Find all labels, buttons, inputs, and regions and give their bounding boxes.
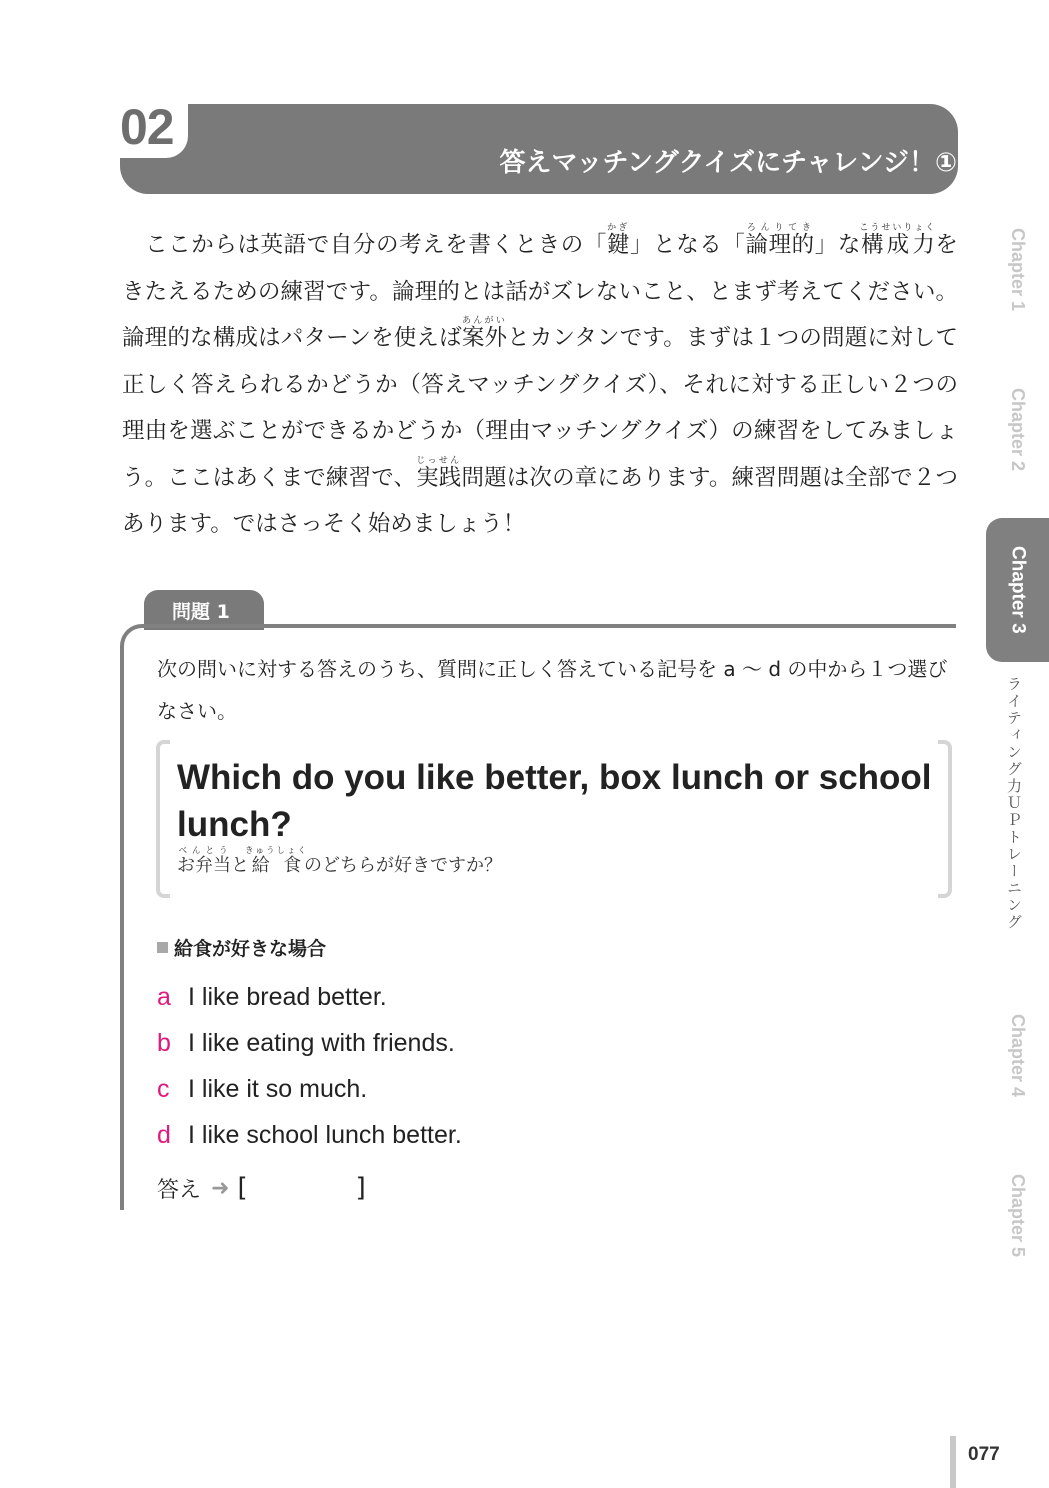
intro-text: とカンタンです。まずは１つの問題に対して正しく答えられるかどうか（答えマッチングクイズ）、それに対する正しい２つの理由を選ぶことができるかどうか（理由マッチングクイズ）の練習をしてみましょう。ここはあくまで練習で、 [122,325,958,491]
option-b[interactable] [157,1020,462,1066]
ruby-word: 構成力こうせいりょく [859,223,937,258]
question-bracket-left [156,740,170,898]
option-text: I like it so much. [188,1074,368,1103]
ruby-word: 実践じっせん [416,455,462,491]
section-title: 答えマッチングクイズにチャレンジ！① [499,148,957,178]
option-a[interactable] [157,974,462,1020]
page-number-bar [950,1436,956,1488]
option-text: I like school lunch better. [188,1120,462,1149]
answer-bracket-open: [ [237,1173,248,1203]
question-english: Which do you like better, box lunch or school lunch? [177,758,932,844]
intro-text: 」となる「 [630,232,746,258]
option-c[interactable] [157,1066,462,1112]
answer-line [157,1168,366,1208]
option-text: I like eating with friends. [188,1028,455,1057]
ruby-word: お弁当べんとう [177,846,231,876]
ruby-word: 給食きゅうしょく [245,846,309,876]
page-number: 077 [968,1444,1000,1465]
ruby-word: 鍵かぎ [606,223,631,258]
option-letter: b [157,1028,171,1057]
option-text: I like bread better. [188,982,387,1011]
ruby-word: 論理的ろんりてき [745,223,815,258]
chapter-tab-3-active[interactable]: Chapter 3 [986,518,1049,662]
intro-text: をきたえるための練習です。論理的とは話がズレないこと、とまず考えてください。論理的な構成はパターンを使えば [122,232,958,351]
problem-label: 問題 1 [144,590,264,630]
case-heading: 給食が好きな場合 [157,934,326,961]
option-letter: d [157,1120,171,1149]
intro-text: ここからは英語で自分の考えを書くときの「 [145,232,607,258]
arrow-right-icon: ➜ [211,1175,230,1201]
answer-options [157,974,462,1158]
chapter-tab-2[interactable]: Chapter 2 [1008,388,1028,472]
answer-bracket-close: ] [355,1173,366,1203]
square-bullet-icon [157,942,168,953]
option-d[interactable] [157,1112,462,1158]
option-letter: c [157,1074,170,1103]
answer-label: 答え [157,1177,202,1203]
option-letter: a [157,982,171,1011]
chapter-subtitle: ライティング力ＵＰトレーニング [1005,676,1023,931]
chapter-tab-5[interactable]: Chapter 5 [1008,1174,1028,1258]
intro-text: 問題は次の章にあります。練習問題は全部で２つあります。ではさっそく始めましょう！ [122,464,958,537]
chapter-tab-4[interactable]: Chapter 4 [1008,1014,1028,1098]
section-number: 02 [120,99,174,155]
chapter-tab-1[interactable]: Chapter 1 [1008,228,1028,312]
ruby-word: 案外あんがい [461,316,508,351]
question-japanese: お弁当べんとうと給食きゅうしょくのどちらが好きですか？ [177,846,503,876]
intro-paragraph [122,222,958,548]
problem-instruction: 次の問いに対する答えのうち、質問に正しく答えている記号を a ～ d の中から１つ選びなさい。 [157,657,948,723]
intro-text: 」な [814,232,861,258]
question-bracket-right [938,740,952,898]
